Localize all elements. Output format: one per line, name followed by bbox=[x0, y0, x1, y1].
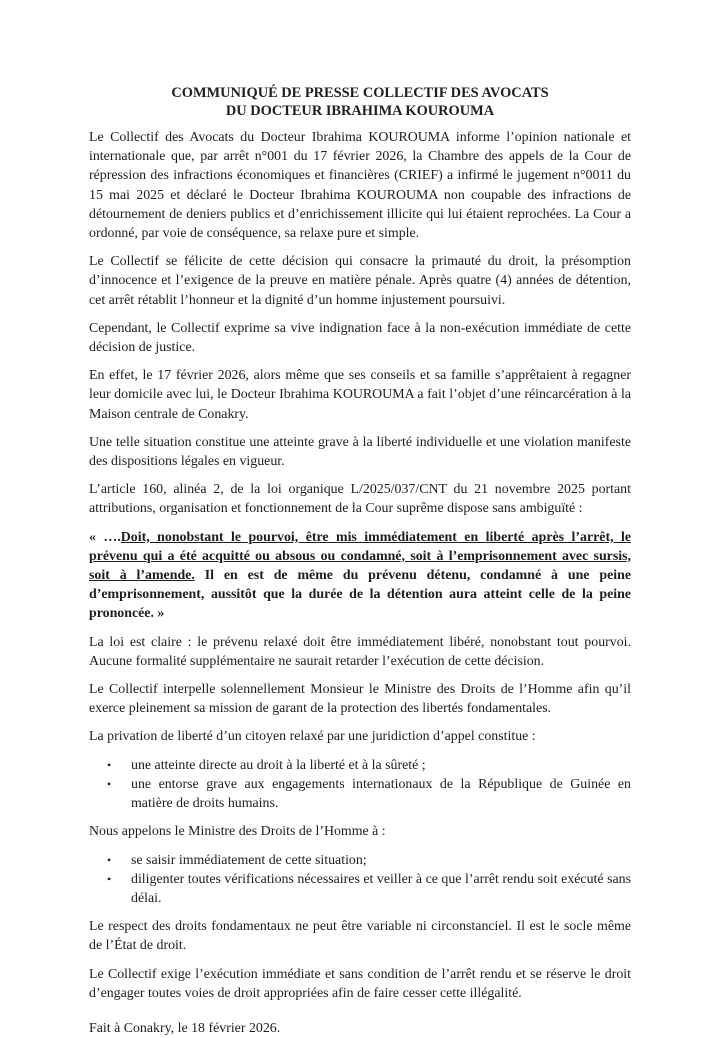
paragraph-indignation: Cependant, le Collectif exprime sa vive indignation face à la non-exécution immédiate de cette décision de justice. bbox=[89, 320, 631, 356]
list-item bbox=[107, 870, 631, 908]
list-violations bbox=[89, 756, 631, 814]
list-item bbox=[107, 851, 631, 870]
paragraph-deprivation: La privation de liberté d’un citoyen relaxé par une juridiction d’appel constitue : bbox=[89, 729, 536, 745]
bullet-icon: • bbox=[107, 871, 112, 886]
list-item-text: une entorse grave aux engagements internationaux de la République de Guinée en matière de droits humains. bbox=[131, 776, 631, 812]
paragraph-rule-of-law: Le respect des droits fondamentaux ne peut être variable ni circonstanciel. Il est le socle même de l’État de droit. bbox=[89, 919, 631, 954]
list-item-text: diligenter toutes vérifications nécessaires et veiller à ce que l’arrêt rendu soit exécuté sans délai. bbox=[131, 871, 631, 906]
closing-signature-line: Fait à Conakry, le 18 février 2026. bbox=[89, 1020, 281, 1036]
bullet-icon: • bbox=[107, 757, 112, 772]
title-line-2: DU DOCTEUR IBRAHIMA KOUROUMA bbox=[225, 103, 495, 119]
list-demands bbox=[89, 851, 631, 909]
paragraph-article-160: L’article 160, alinéa 2, de la loi organique L/2025/037/CNT du 21 novembre 2025 portant attributions, organisation et fonctionnement de la Cour suprême dispose sans ambiguïté : bbox=[89, 482, 631, 517]
quote-continuation: Il en est de même du prévenu détenu, condamné à une peine d’emprisonnement, aussitôt que la durée de la détention aura atteint celle de la peine prononcée. » bbox=[89, 568, 631, 622]
legal-quote bbox=[89, 528, 631, 624]
paragraph-reincarceration: En effet, le 17 février 2026, alors même que ses conseils et sa famille s’apprêtaient à regagner leur domicile avec lui, le Docteur Ibrahima KOUROUMA a fait l’objet d’une réincarcération à la Maison centrale de Conakry. bbox=[89, 368, 631, 422]
paragraph-welcome: Le Collectif se félicite de cette décision qui consacre la primauté du droit, la présomption d’innocence et l’exigence de la preuve en matière pénale. Après quatre (4) années de détention, cet arrêt rétablit l’honneur et la dignité d’un homme injustement poursuivi. bbox=[89, 254, 631, 308]
title-line-1: COMMUNIQUÉ DE PRESSE COLLECTIF DES AVOCATS bbox=[171, 85, 549, 101]
quote-opening: « …. bbox=[89, 529, 121, 545]
paragraph-demand: Le Collectif exige l’exécution immédiate et sans condition de l’arrêt rendu et se réserve le droit d’engager toutes voies de droit appropriées afin de faire cesser cette illégalité. bbox=[89, 966, 631, 1001]
paragraph-violation: Une telle situation constitue une atteinte grave à la liberté individuelle et une violation manifeste des dispositions légales en vigueur. bbox=[89, 434, 631, 470]
list-item-text: se saisir immédiatement de cette situation; bbox=[131, 852, 367, 868]
list-item-text: une atteinte directe au droit à la liberté et à la sûreté ; bbox=[131, 757, 426, 773]
paragraph-appeal: Nous appelons le Ministre des Droits de l’Homme à : bbox=[89, 824, 386, 840]
document-title bbox=[89, 84, 631, 120]
paragraph-decision: Le Collectif des Avocats du Docteur Ibrahima KOUROUMA informe l’opinion nationale et internationale que, par arrêt n°001 du 17 février 2026, la Chambre des appels de la Cour de répression des infractions économiques et financières (CRIEF) a infirmé le jugement n°0011 du 15 mai 2025 et déclaré le Docteur Ibrahima KOUROUMA non coupable des infractions de détournement de deniers publics et d’enrichissement illicite qui lui étaient reprochées. La Cour a ordonné, par voie de conséquence, sa relaxe pure et simple. bbox=[89, 130, 631, 242]
quote-underlined: Doit, nonobstant le pourvoi, être mis immédiatement en liberté après l’arrêt, le prévenu qui a été acquitté ou absous ou condamné, soit à l’emprisonnement avec sursis, soit à l’amende. bbox=[89, 529, 632, 584]
paragraph-law-clear: La loi est claire : le prévenu relaxé doit être immédiatement libéré, nonobstant tout pourvoi. Aucune formalité supplémentaire ne saurait retarder l’exécution de cette décision. bbox=[89, 634, 631, 669]
list-item bbox=[107, 775, 631, 813]
paragraph-minister-call: Le Collectif interpelle solennellement Monsieur le Ministre des Droits de l’Homme afin qu’il exerce pleinement sa mission de garant de la protection des libertés fondamentales. bbox=[89, 682, 631, 717]
list-item bbox=[107, 756, 631, 775]
bullet-icon: • bbox=[107, 776, 112, 791]
bullet-icon: • bbox=[107, 852, 112, 867]
